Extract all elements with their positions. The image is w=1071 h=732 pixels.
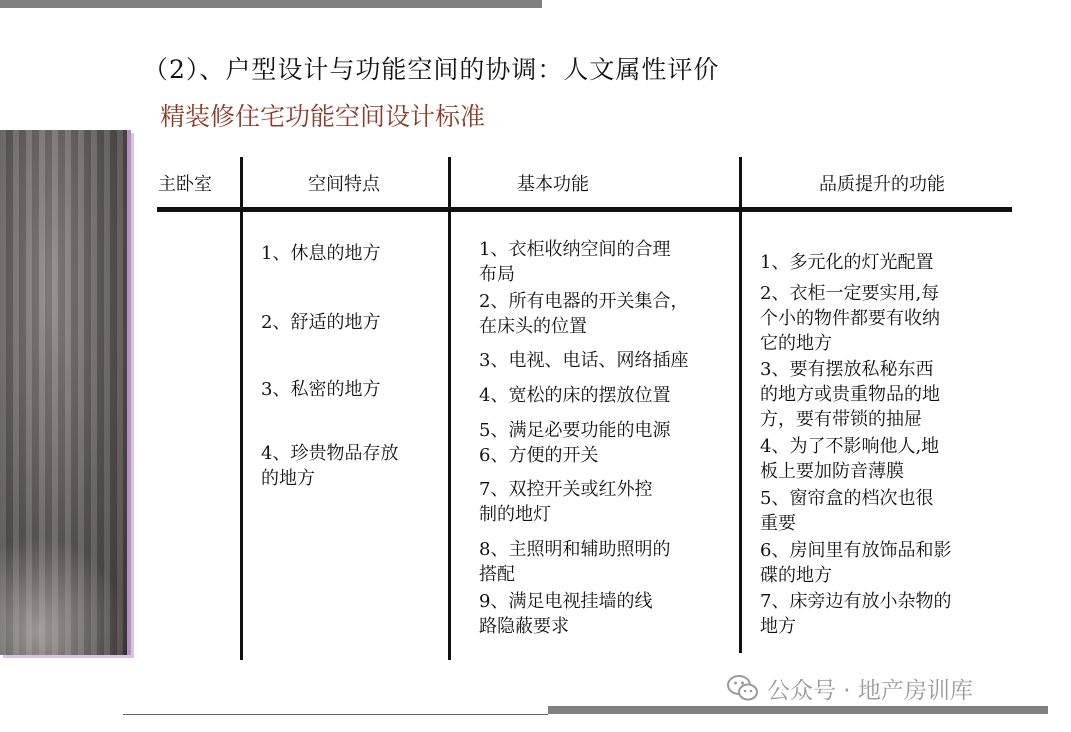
list-item: 2、舒适的地方 <box>261 312 381 333</box>
list-item: 1、多元化的灯光配置 <box>760 252 934 273</box>
footer-line <box>123 714 548 715</box>
list-item: 5、窗帘盒的档次也很 <box>760 488 934 509</box>
list-item: 3、电视、电话、网络插座 <box>479 350 689 371</box>
list-item: 重要 <box>760 513 796 534</box>
watermark <box>727 671 973 705</box>
list-item: 7、双控开关或红外控 <box>479 479 653 500</box>
list-item: 3、私密的地方 <box>261 379 381 400</box>
list-item: 布局 <box>479 264 515 285</box>
list-item: 地方 <box>760 616 796 637</box>
list-item: 4、宽松的床的摆放位置 <box>479 385 671 406</box>
list-item: 制的地灯 <box>479 504 551 525</box>
list-item: 方，要有带锁的抽屉 <box>760 409 922 430</box>
list-item: 4、珍贵物品存放 <box>261 443 399 464</box>
list-item: 在床头的位置 <box>479 316 587 337</box>
list-item: 8、主照明和辅助照明的 <box>479 539 671 560</box>
list-item: 板上要加防音薄膜 <box>760 461 904 482</box>
list-item: 2、衣柜一定要实用,每 <box>760 283 940 304</box>
column-divider-1 <box>240 157 243 660</box>
watermark-text: 公众号 · 地产房训库 <box>767 677 973 704</box>
list-item: 7、床旁边有放小杂物的 <box>760 591 952 612</box>
list-item: 2、所有电器的开关集合， <box>479 291 689 312</box>
list-item: 6、方便的开关 <box>479 445 599 466</box>
column-divider-2 <box>448 157 451 660</box>
list-item: 碟的地方 <box>760 565 832 586</box>
wechat-icon <box>727 674 759 702</box>
list-item: 搭配 <box>479 564 515 585</box>
list-item: 1、休息的地方 <box>261 243 381 264</box>
list-item: 个小的物件都要有收纳 <box>760 308 940 329</box>
header-quality-functions: 品质提升的功能 <box>819 174 945 195</box>
footer-decorative-bar <box>548 706 1048 714</box>
list-item: 4、为了不影响他人,地 <box>760 436 940 457</box>
column-divider-3 <box>739 157 742 653</box>
slide-heading: （2）、户型设计与功能空间的协调：人文属性评价 <box>143 55 720 84</box>
curtain-photo <box>0 130 131 655</box>
list-item: 1、衣柜收纳空间的合理 <box>479 239 671 260</box>
header-divider <box>157 207 1012 212</box>
list-item: 的地方 <box>261 468 315 489</box>
slide-subheading: 精装修住宅功能空间设计标准 <box>160 102 486 131</box>
top-decorative-bar <box>0 0 542 8</box>
header-room: 主卧室 <box>158 174 212 195</box>
header-space-features: 空间特点 <box>308 174 380 195</box>
list-item: 它的地方 <box>760 333 832 354</box>
list-item: 5、满足必要功能的电源 <box>479 420 671 441</box>
list-item: 路隐蔽要求 <box>479 616 569 637</box>
list-item: 3、要有摆放私秘东西 <box>760 359 934 380</box>
header-basic-functions: 基本功能 <box>517 174 589 195</box>
list-item: 的地方或贵重物品的地 <box>760 384 940 405</box>
list-item: 6、房间里有放饰品和影 <box>760 540 952 561</box>
list-item: 9、满足电视挂墙的线 <box>479 591 653 612</box>
